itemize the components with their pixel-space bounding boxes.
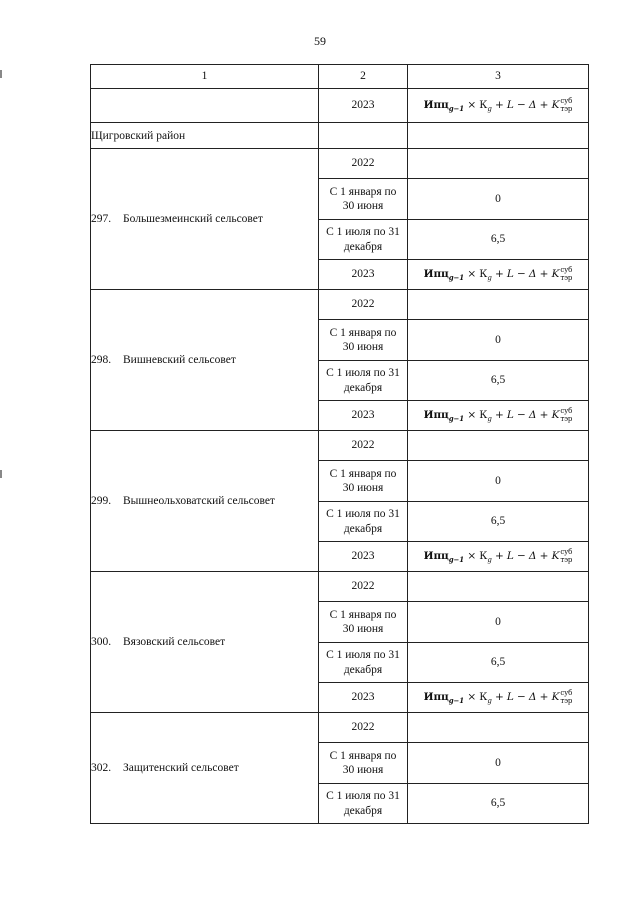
period-first-half [319, 743, 408, 784]
empty-cell [408, 290, 589, 320]
settlement-name-cell [91, 149, 319, 290]
period-line: С 1 июля по 31 [326, 367, 400, 380]
settlement-number: 298. [91, 354, 112, 366]
formula-cell [408, 542, 589, 572]
settlement-name-cell [91, 713, 319, 824]
value-second-half: 6,5 [408, 361, 589, 401]
period-line: С 1 января по [329, 185, 397, 198]
header-col1: 1 [91, 65, 319, 89]
period-line: 30 июня [342, 764, 384, 776]
value-second-half: 6,5 [408, 784, 589, 824]
period-line: С 1 июля по 31 [326, 226, 400, 239]
period-line: С 1 января по [329, 608, 397, 621]
period-line: С 1 января по [329, 326, 397, 339]
settlement-name: Вышнеольховатский сельсовет [123, 495, 275, 507]
value-second-half: 6,5 [408, 502, 589, 542]
empty-cell [319, 123, 408, 149]
settlement-name: Защитенский сельсовет [123, 762, 239, 774]
period-line: декабря [343, 663, 383, 676]
settlement-name-cell [91, 431, 319, 572]
settlement-row [91, 572, 589, 602]
value-second-half: 6,5 [408, 220, 589, 260]
settlement-name-cell [91, 290, 319, 431]
settlement-number: 300. [91, 636, 112, 648]
formula-cell [408, 683, 589, 713]
period-year-2022: 2022 [319, 149, 408, 179]
settlement-row [91, 149, 589, 179]
period-year-2022: 2022 [319, 431, 408, 461]
period-line: 30 июня [342, 341, 384, 353]
empty-cell [408, 572, 589, 602]
period-year-2023: 2023 [319, 542, 408, 572]
scan-mark [0, 470, 2, 478]
value-first-half: 0 [408, 320, 589, 361]
page-number: 59 [314, 34, 326, 48]
header-col2: 2 [319, 65, 408, 89]
period-line: 30 июня [342, 623, 384, 635]
period-line: декабря [343, 804, 383, 817]
value-first-half: 0 [408, 743, 589, 784]
header-col3: 3 [408, 65, 589, 89]
period-first-half [319, 320, 408, 361]
empty-cell [408, 123, 589, 149]
period-year-2023: 2023 [319, 89, 408, 123]
formula-cell [408, 401, 589, 431]
empty-cell [408, 431, 589, 461]
value-first-half: 0 [408, 461, 589, 502]
period-year-2023: 2023 [319, 401, 408, 431]
period-line: С 1 июля по 31 [326, 790, 400, 803]
value-first-half: 0 [408, 179, 589, 220]
period-year-2022: 2022 [319, 713, 408, 743]
period-year-2022: 2022 [319, 290, 408, 320]
period-line: С 1 января по [329, 467, 397, 480]
header-row [91, 65, 589, 89]
period-second-half [319, 220, 408, 260]
period-line: С 1 июля по 31 [326, 508, 400, 521]
period-second-half [319, 784, 408, 824]
settlement-name-cell [91, 572, 319, 713]
period-first-half [319, 602, 408, 643]
formula-cell [408, 260, 589, 290]
settlement-number: 299. [91, 495, 112, 507]
period-line: 30 июня [342, 200, 384, 212]
formula-cell [408, 89, 589, 123]
period-year-2022: 2022 [319, 572, 408, 602]
settlement-name: Вязовский сельсовет [123, 636, 226, 648]
settlement-row [91, 713, 589, 743]
tariff-formula: $Ипц_{g-1} \times К_g + L - \Delta + K$ суб тэр [423, 689, 573, 706]
period-second-half [319, 361, 408, 401]
empty-cell [408, 713, 589, 743]
tariff-formula: $Ипц_{g-1} \times К_g + L - \Delta + K$ суб тэр [423, 548, 573, 565]
period-line: С 1 января по [329, 749, 397, 762]
scan-mark [0, 70, 2, 78]
settlement-row [91, 431, 589, 461]
settlement-number: 302. [91, 762, 112, 774]
settlement-number: 297. [91, 213, 112, 225]
period-first-half [319, 461, 408, 502]
value-first-half: 0 [408, 602, 589, 643]
period-second-half [319, 643, 408, 683]
period-second-half [319, 502, 408, 542]
period-first-half [319, 179, 408, 220]
settlement-name: Большезмеинский сельсовет [123, 213, 263, 225]
period-line: декабря [343, 240, 383, 253]
period-year-2023: 2023 [319, 683, 408, 713]
tariff-table [90, 64, 589, 824]
settlement-row [91, 290, 589, 320]
period-line: 30 июня [342, 482, 384, 494]
period-line: декабря [343, 381, 383, 394]
tariff-formula: $Ипц_{g-1} \times К_g + L - \Delta + K$ суб тэр [423, 266, 573, 283]
settlement-name: Вишневский сельсовет [123, 354, 236, 366]
section-row [91, 123, 589, 149]
tariff-formula: $Ипц_{g-1} \times К_g + L - \Delta + K$ суб тэр [423, 407, 573, 424]
section-name: Щигровский район [91, 123, 319, 149]
tariff-formula: $Ипц_{g-1} \times К_g + L - \Delta + K$ суб тэр [423, 97, 573, 114]
empty-cell [408, 149, 589, 179]
value-second-half: 6,5 [408, 643, 589, 683]
period-line: С 1 июля по 31 [326, 649, 400, 662]
period-year-2023: 2023 [319, 260, 408, 290]
continuation-row [91, 89, 589, 123]
period-line: декабря [343, 522, 383, 535]
empty-cell [91, 89, 319, 123]
